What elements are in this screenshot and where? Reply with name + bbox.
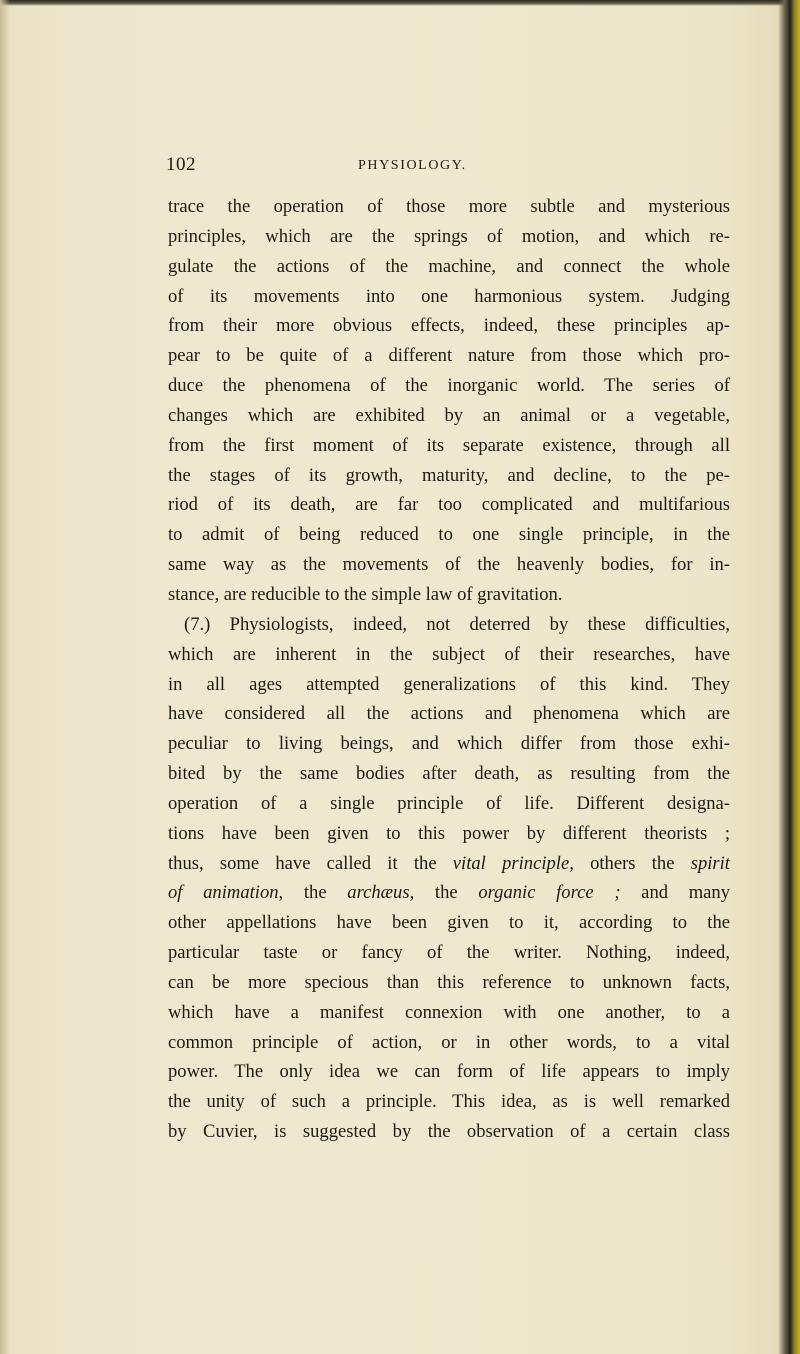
italic-term-archaeus: archæus, [347,882,415,904]
text-line-15: (7.) Physiologists, indeed, not deterred by these difficulties, [184,613,730,635]
italic-term-spirit: spirit [690,852,730,874]
running-head: PHYSIOLOGY. [358,158,467,173]
text-line-2: principles, which are the springs of motion, and which re- [168,225,730,247]
text-line-1: trace the operation of those more subtle and mysterious [168,196,730,217]
italic-term-of-animation: of animation, [168,882,284,904]
text-line-5: from their more obvious effects, indeed, these principles ap- [168,315,730,337]
text-line-17: in all ages attempted generalizations of this kind. They [168,673,730,695]
text-line-6: pear to be quite of a different nature from those which pro- [168,345,730,367]
page-top-shadow [0,0,800,6]
text-line-8: changes which are exhibited by an animal or a vegetable, [168,404,730,426]
text-line-23 [168,849,730,879]
text-line-10: the stages of its growth, maturity, and decline, to the pe- [168,464,730,486]
page-left-shadow [0,0,10,1354]
italic-term-organic-force: organic force ; [478,882,621,904]
text-line-28: which have a manifest connexion with one another, to a [168,1001,730,1023]
text-line-25: other appellations have been given to it, according to the [168,912,730,934]
text-line-14: stance, are reducible to the simple law of gravitation. [168,583,563,605]
text-segment: and many [620,882,731,904]
text-segment: others the [573,852,691,874]
text-line-21: operation of a single principle of life. Different designa- [168,792,730,814]
text-line-22: tions have been given to this power by different theorists ; [168,822,730,844]
text-line-20: bited by the same bodies after death, as resulting from the [168,763,730,785]
body-text [168,192,730,1147]
text-line-29: common principle of action, or in other words, to a vital [168,1031,730,1053]
text-line-19: peculiar to living beings, and which differ from those exhi- [168,733,730,755]
text-line-11: riod of its death, are far too complicated and multifarious [168,494,730,516]
text-line-30: power. The only idea we can form of life appears to imply [168,1061,730,1083]
text-segment: the [414,882,479,904]
text-line-18: have considered all the actions and phenomena which are [168,703,730,725]
text-line-13: same way as the movements of the heavenly bodies, for in- [168,554,730,576]
text-segment: the [283,882,348,904]
text-line-32: by Cuvier, is suggested by the observation of a certain class [168,1121,730,1143]
text-line-16: which are inherent in the subject of their researches, have [168,643,730,665]
page-number: 102 [166,154,196,175]
text-segment: thus, some have called it the [168,852,453,874]
text-line-27: can be more specious than this reference to unknown facts, [168,971,730,993]
text-line-4: of its movements into one harmonious system. Judging [168,285,730,307]
text-line-12: to admit of being reduced to one single principle, in the [168,524,730,546]
text-line-24 [168,878,730,908]
text-line-9: from the first moment of its separate existence, through all [168,434,730,456]
text-line-26: particular taste or fancy of the writer. Nothing, indeed, [168,942,730,964]
text-line-7: duce the phenomena of the inorganic world. The series of [168,375,730,397]
text-line-3: gulate the actions of the machine, and connect the whole [168,255,730,277]
page-header [0,150,800,180]
page-binding-edge [778,0,800,1354]
italic-term-vital-principle: vital principle, [452,852,574,874]
text-line-31: the unity of such a principle. This idea, as is well remarked [168,1091,730,1113]
